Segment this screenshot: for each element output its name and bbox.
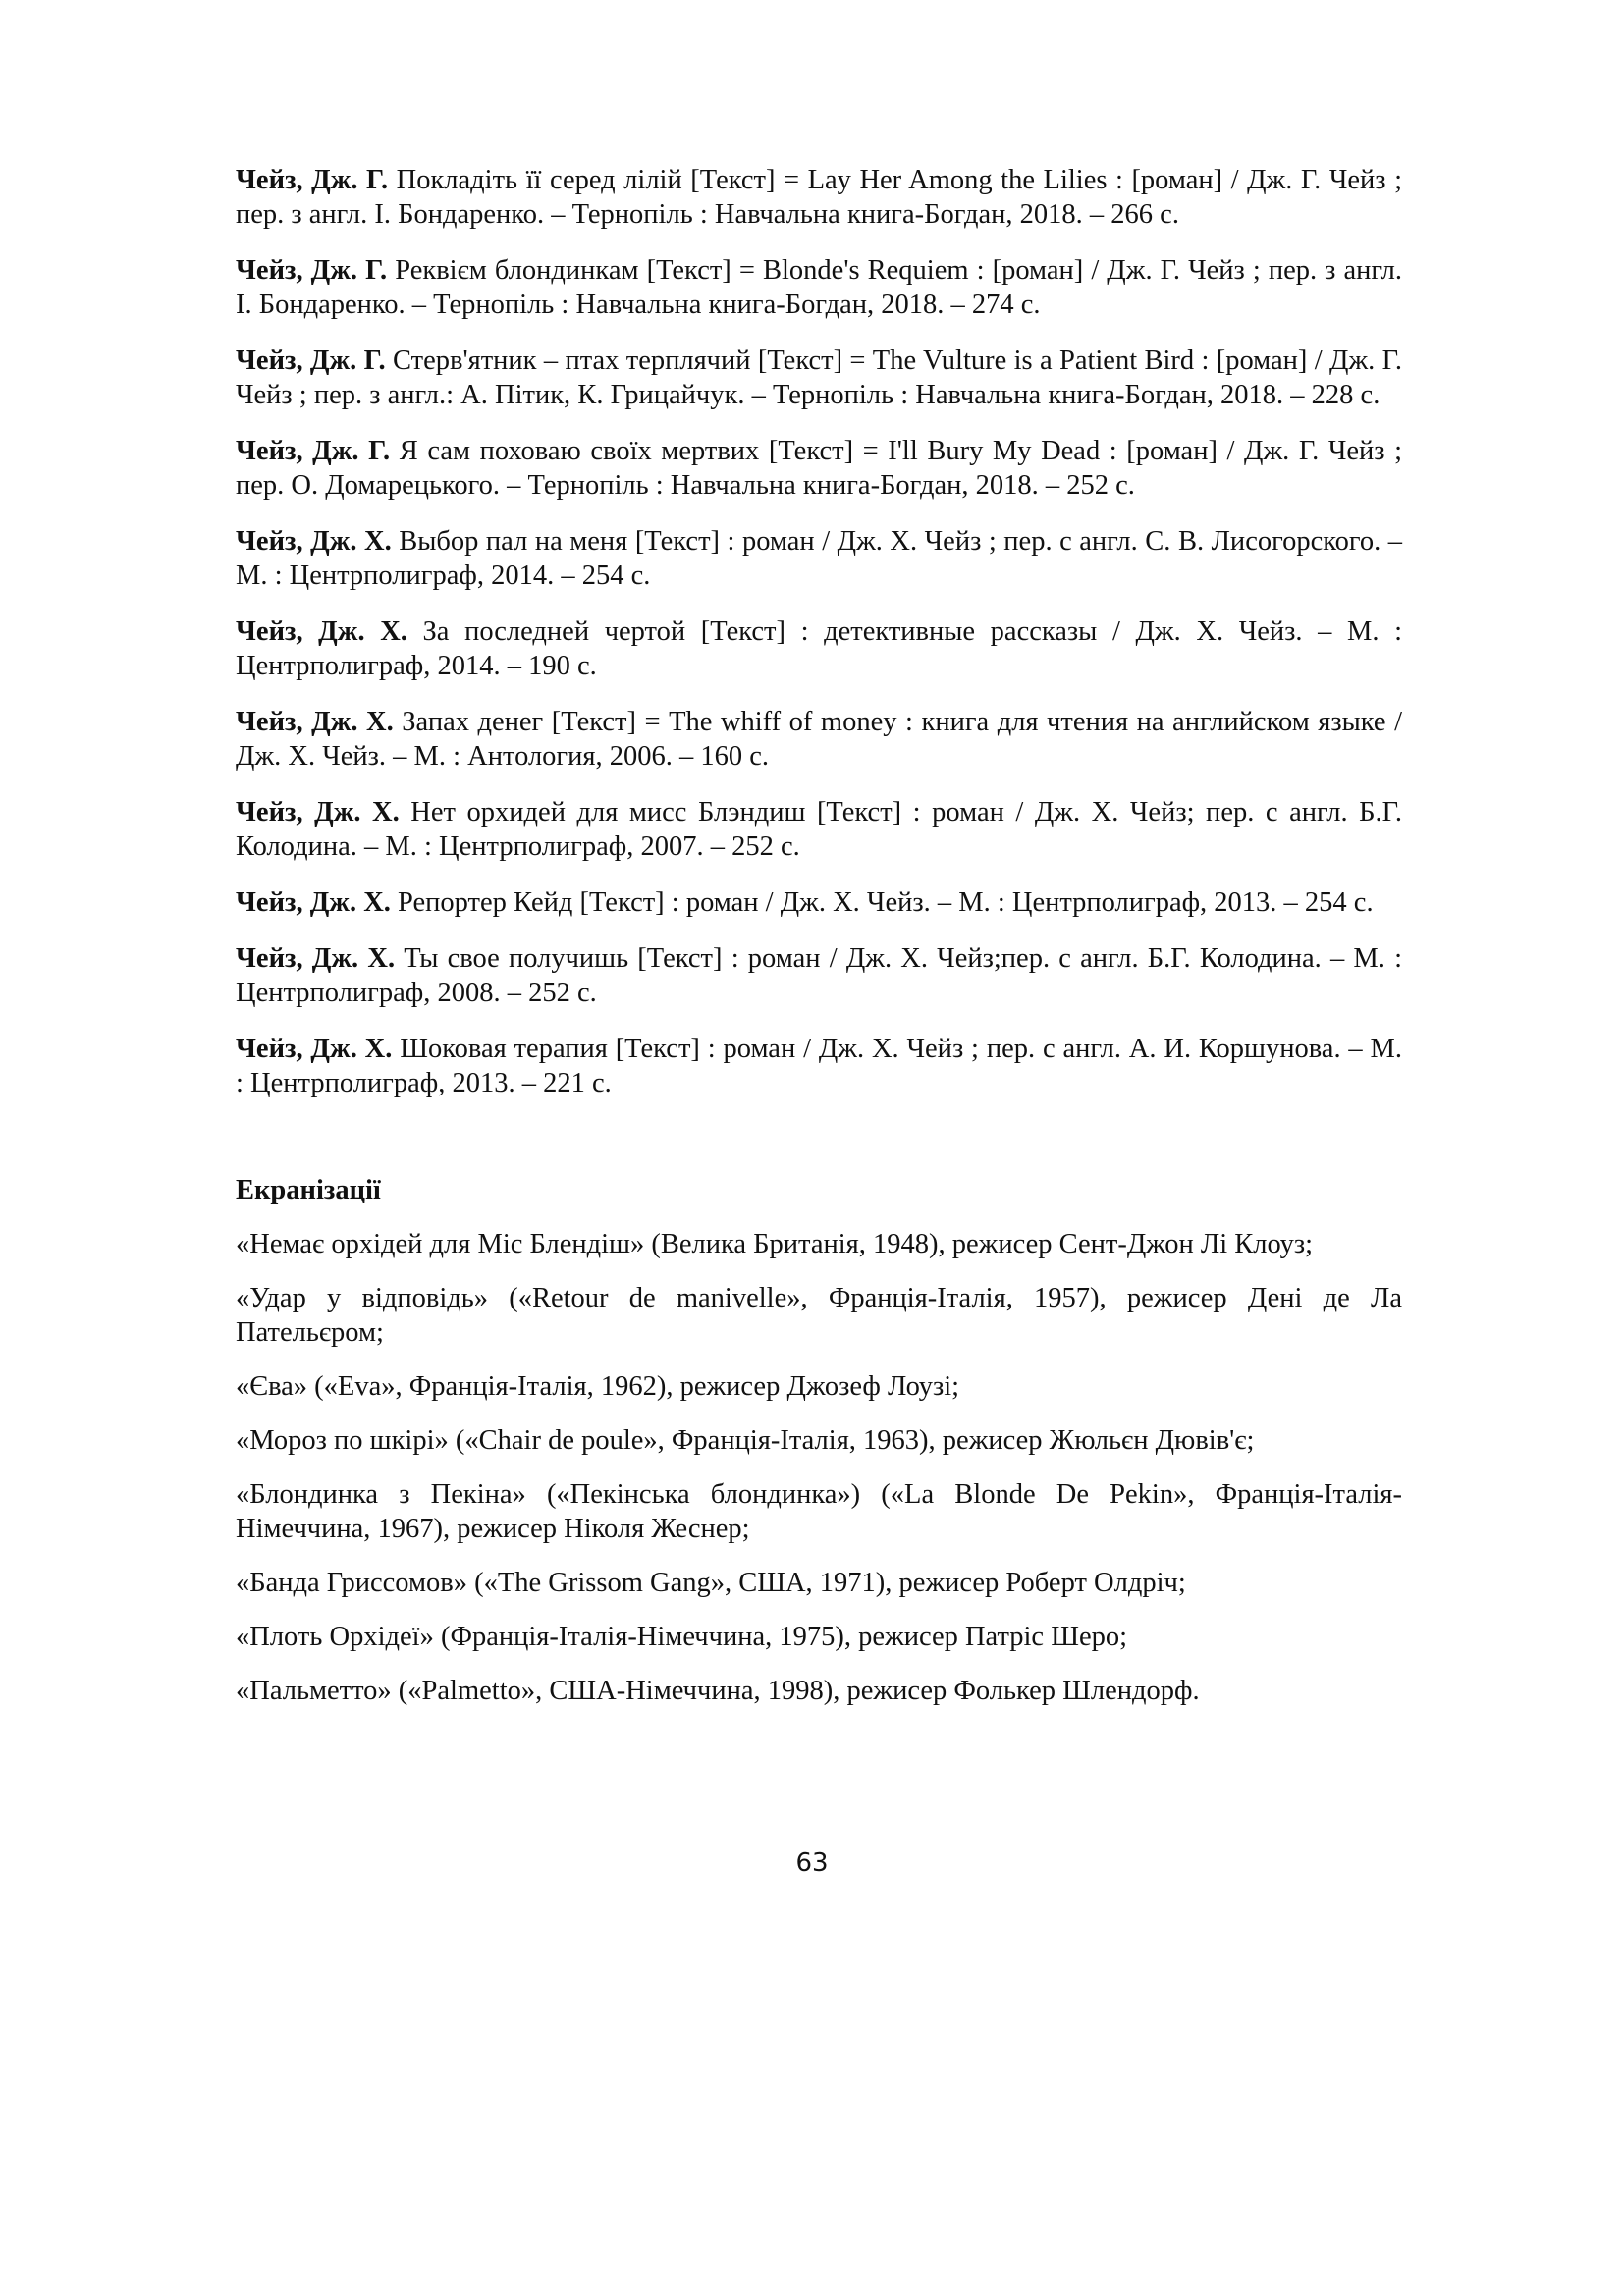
bibliography-entry <box>236 614 1402 683</box>
entry-author: Чейз, Дж. Х. <box>236 526 392 557</box>
adaptation-entry: «Єва» («Eva», Франція-Італія, 1962), режисер Джозеф Лоузі; <box>236 1371 960 1402</box>
adaptation-entry: «Удар у відповідь» («Retour de manivelle», Франція-Італія, 1957), режисер Дені де Ла Пательєром; <box>236 1283 1402 1348</box>
bibliography-list <box>236 163 1402 1100</box>
adaptation-entry: «Блондинка з Пекіна» («Пекінська блондинка») («La Blonde De Pekin», Франція-Італія-Німеччина, 1967), режисер Ніколя Жеснер; <box>236 1479 1402 1544</box>
entry-text: Покладіть її серед лілій [Текст] = Lay Her Among the Lilies : [роман] / Дж. Г. Чейз ; пер. з англ. І. Бондаренко. – Тернопіль : Навчальна книга-Богдан, 2018. – 266 с. <box>236 165 1402 230</box>
entry-author: Чейз, Дж. Х. <box>236 707 394 737</box>
entry-author: Чейз, Дж. Х. <box>236 616 407 647</box>
entry-author: Чейз, Дж. Г. <box>236 255 388 286</box>
bibliography-entry <box>236 253 1402 322</box>
adaptation-entry: «Банда Гриссомов» («The Grissom Gang», США, 1971), режисер Роберт Олдріч; <box>236 1568 1186 1598</box>
adaptation-entry: «Немає орхідей для Міс Блендіш» (Велика Британія, 1948), режисер Сент-Джон Лі Клоуз; <box>236 1229 1314 1259</box>
entry-text: Репортер Кейд [Текст] : роман / Дж. Х. Чейз. – М. : Центрполиграф, 2013. – 254 с. <box>390 887 1374 918</box>
entry-text: Нет орхидей для мисс Блэндиш [Текст] : роман / Дж. Х. Чейз; пер. с англ. Б.Г. Колодина. – М. : Центрполиграф, 2007. – 252 с. <box>236 797 1402 862</box>
adaptation-entry: «Пальметто» («Palmetto», США-Німеччина, 1998), режисер Фолькер Шлендорф. <box>236 1676 1200 1706</box>
page-content <box>236 163 1402 1728</box>
bibliography-entry <box>236 941 1402 1010</box>
bibliography-entry <box>236 885 1402 920</box>
bibliography-entry <box>236 524 1402 593</box>
adaptation-entry: «Плоть Орхідеї» (Франція-Італія-Німеччина, 1975), режисер Патріс Шеро; <box>236 1622 1128 1652</box>
section-heading: Екранізації <box>236 1175 381 1205</box>
bibliography-entry <box>236 705 1402 774</box>
entry-text: Шоковая терапия [Текст] : роман / Дж. Х. Чейз ; пер. с англ. А. И. Коршунова. – М. : Центрполиграф, 2013. – 221 с. <box>236 1034 1403 1098</box>
entry-author: Чейз, Дж. Х. <box>236 797 400 828</box>
entry-author: Чейз, Дж. Х. <box>236 1034 393 1064</box>
page-number: 63 <box>795 1848 829 1878</box>
bibliography-entry <box>236 163 1402 232</box>
entry-author: Чейз, Дж. Г. <box>236 346 386 376</box>
entry-author: Чейз, Дж. Г. <box>236 165 389 195</box>
bibliography-entry <box>236 434 1402 503</box>
adaptations-list <box>236 1227 1402 1708</box>
entry-text: Запах денег [Текст] = The whiff of money : книга для чтения на английском языке / Дж. Х. Чейз. – М. : Антология, 2006. – 160 с. <box>236 707 1402 772</box>
bibliography-entry <box>236 795 1402 864</box>
entry-text: Выбор пал на меня [Текст] : роман / Дж. Х. Чейз ; пер. с англ. С. В. Лисогорского. – М. : Центрполиграф, 2014. – 254 с. <box>236 526 1402 591</box>
entry-text: За последней чертой [Текст] : детективные рассказы / Дж. Х. Чейз. – М. : Центрполиграф, 2014. – 190 с. <box>236 616 1402 681</box>
bibliography-entry <box>236 1032 1402 1100</box>
entry-text: Я сам поховаю своїх мертвих [Текст] = I'll Bury My Dead : [роман] / Дж. Г. Чейз ; пер. О. Домарецького. – Тернопіль : Навчальна книга-Богдан, 2018. – 252 с. <box>236 436 1403 501</box>
entry-author: Чейз, Дж. Г. <box>236 436 391 466</box>
entry-author: Чейз, Дж. Х. <box>236 943 396 974</box>
adaptation-entry: «Мороз по шкірі» («Chair de poule», Франція-Італія, 1963), режисер Жюльєн Дювів'є; <box>236 1425 1255 1456</box>
bibliography-entry <box>236 344 1402 412</box>
entry-author: Чейз, Дж. Х. <box>236 887 391 918</box>
entry-text: Стерв'ятник – птах терплячий [Текст] = The Vulture is a Patient Bird : [роман] / Дж. Г. Чейз ; пер. з англ.: А. Пітик, К. Грицайчук. – Тернопіль : Навчальна книга-Богдан, 2018. – 228 с. <box>236 346 1402 410</box>
entry-text: Реквієм блондинкам [Текст] = Blonde's Requiem : [роман] / Дж. Г. Чейз ; пер. з англ. І. Бондаренко. – Тернопіль : Навчальна книга-Богдан, 2018. – 274 с. <box>236 255 1402 320</box>
entry-text: Ты свое получишь [Текст] : роман / Дж. Х. Чейз;пер. с англ. Б.Г. Колодина. – М. : Центрполиграф, 2008. – 252 с. <box>236 943 1403 1008</box>
